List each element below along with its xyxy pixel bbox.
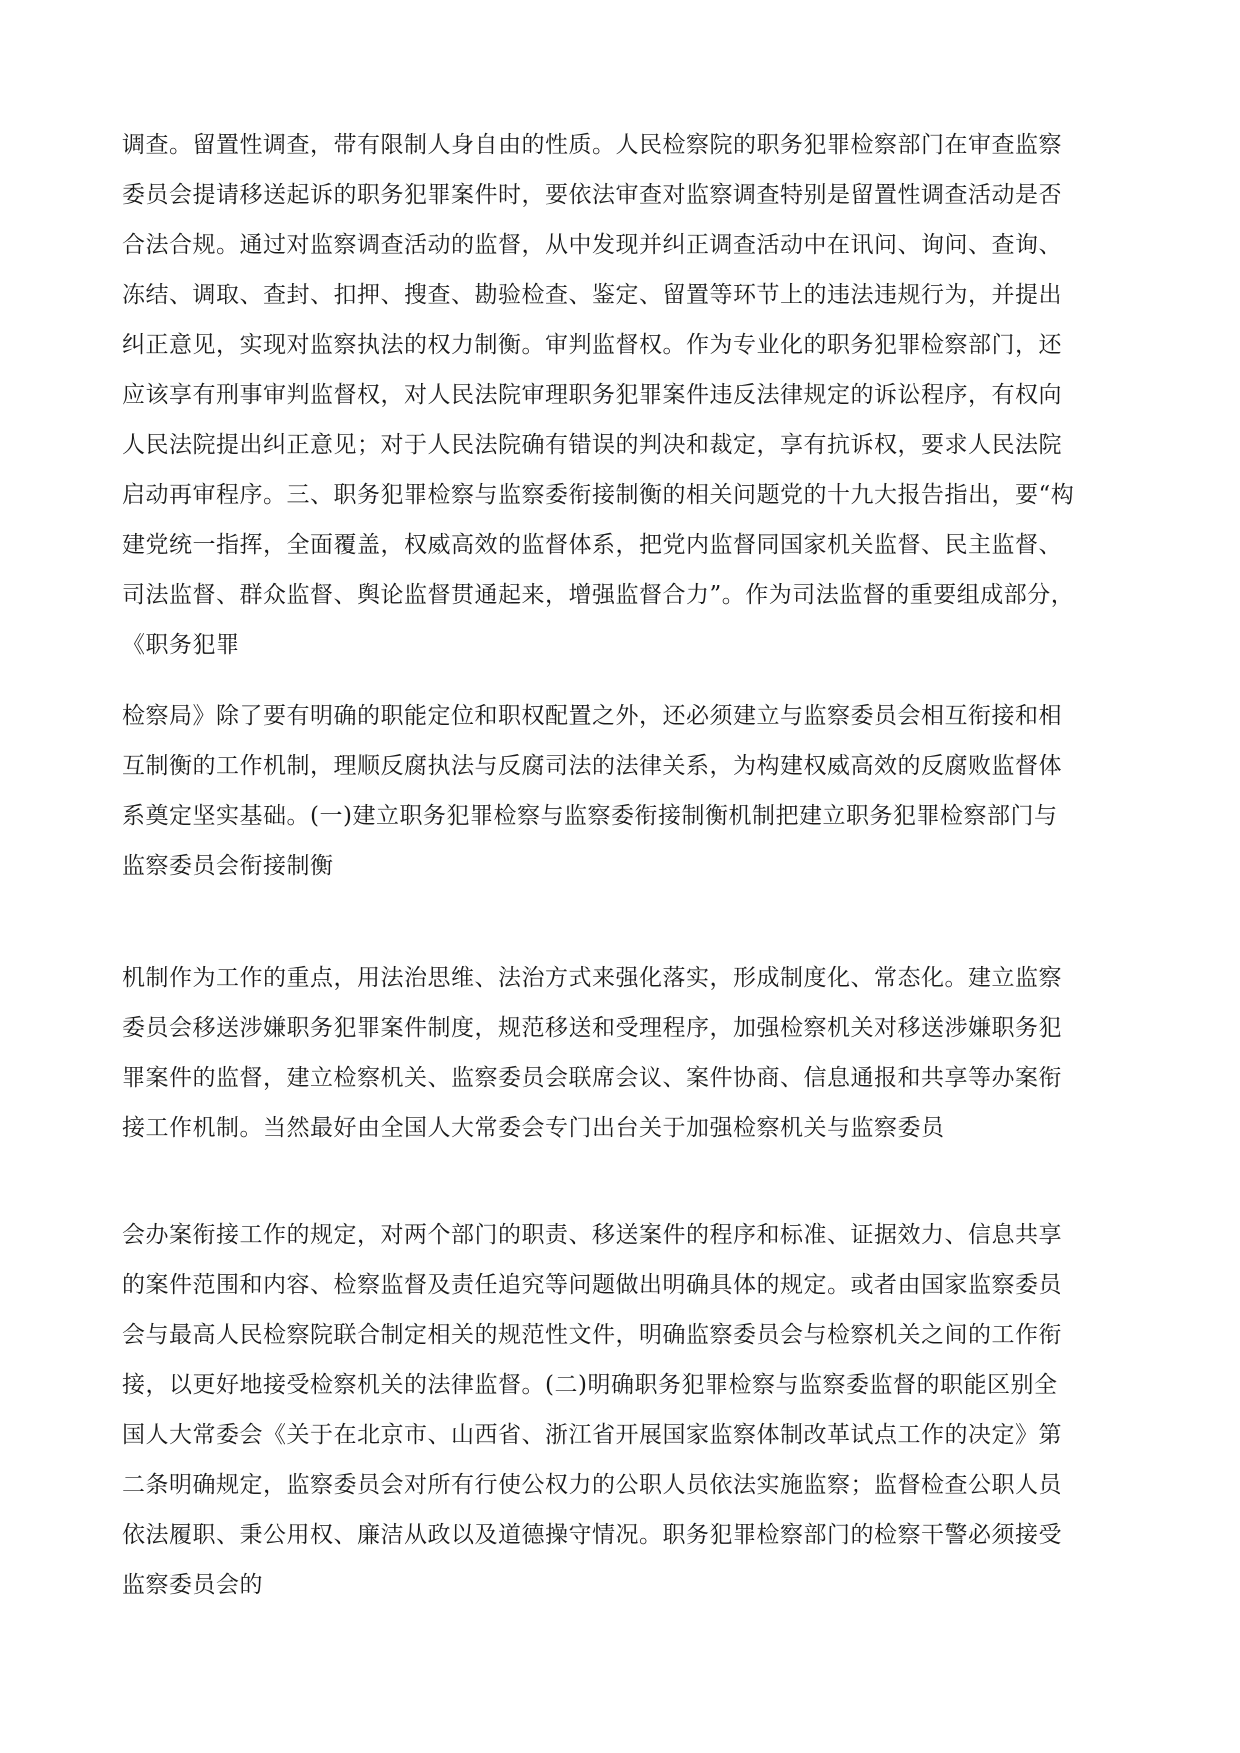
text-line: 国人大常委会《关于在北京市、山西省、浙江省开展国家监察体制改革试点工作的决定》第 [122,1422,1062,1448]
text-line: 监察委员会衔接制衡 [122,853,334,879]
text-line: 纠正意见，实现对监察执法的权力制衡。审判监督权。作为专业化的职务犯罪检察部门，还 [122,332,1062,358]
text-line: 委员会移送涉嫌职务犯罪案件制度，规范移送和受理程序，加强检察机关对移送涉嫌职务犯 [122,1015,1062,1041]
text-line: 会与最高人民检察院联合制定相关的规范性文件，明确监察委员会与检察机关之间的工作衔 [122,1322,1062,1348]
text-line: 接，以更好地接受检察机关的法律监督。(二)明确职务犯罪检察与监察委监督的职能区别全 [122,1372,1058,1398]
text-line: 互制衡的工作机制，理顺反腐执法与反腐司法的法律关系，为构建权威高效的反腐败监督体 [122,753,1062,779]
text-line: 合法合规。通过对监察调查活动的监督，从中发现并纠正调查活动中在讯问、询问、查询、 [122,232,1062,258]
paragraph [122,953,1128,1153]
text-line: 调查。留置性调查，带有限制人身自由的性质。人民检察院的职务犯罪检察部门在审查监察 [122,132,1062,158]
paragraph [122,120,1128,670]
text-line: 监察委员会的 [122,1572,263,1598]
text-line: 检察局》除了要有明确的职能定位和职权配置之外，还必须建立与监察委员会相互衔接和相 [122,703,1062,729]
text-line: 启动再审程序。三、职务犯罪检察与监察委衔接制衡的相关问题党的十九大报告指出，要“构 [122,482,1075,508]
text-line: 依法履职、秉公用权、廉洁从政以及道德操守情况。职务犯罪检察部门的检察干警必须接受 [122,1522,1062,1548]
text-line: 的案件范围和内容、检察监督及责任追究等问题做出明确具体的规定。或者由国家监察委员 [122,1272,1062,1298]
text-line: 司法监督、群众监督、舆论监督贯通起来，增强监督合力”。作为司法监督的重要组成部分， [122,582,1075,608]
text-line: 应该享有刑事审判监督权，对人民法院审理职务犯罪案件违反法律规定的诉讼程序，有权向 [122,382,1062,408]
text-line: 二条明确规定，监察委员会对所有行使公权力的公职人员依法实施监察；监督检查公职人员 [122,1472,1062,1498]
paragraph [122,1210,1128,1610]
text-line: 委员会提请移送起诉的职务犯罪案件时，要依法审查对监察调查特别是留置性调查活动是否 [122,182,1062,208]
text-line: 系奠定坚实基础。(一)建立职务犯罪检察与监察委衔接制衡机制把建立职务犯罪检察部门与 [122,803,1058,829]
text-line: 人民法院提出纠正意见；对于人民法院确有错误的判决和裁定，享有抗诉权，要求人民法院 [122,432,1062,458]
paragraph [122,691,1128,891]
text-line: 罪案件的监督，建立检察机关、监察委员会联席会议、案件协商、信息通报和共享等办案衔 [122,1065,1062,1091]
text-line: 《职务犯罪 [122,632,240,658]
text-line: 会办案衔接工作的规定，对两个部门的职责、移送案件的程序和标准、证据效力、信息共享 [122,1222,1062,1248]
text-line: 接工作机制。当然最好由全国人大常委会专门出台关于加强检察机关与监察委员 [122,1115,945,1141]
text-line: 冻结、调取、查封、扣押、搜查、勘验检查、鉴定、留置等环节上的违法违规行为，并提出 [122,282,1062,308]
text-line: 建党统一指挥，全面覆盖，权威高效的监督体系，把党内监督同国家机关监督、民主监督、 [122,532,1062,558]
text-line: 机制作为工作的重点，用法治思维、法治方式来强化落实，形成制度化、常态化。建立监察 [122,965,1062,991]
